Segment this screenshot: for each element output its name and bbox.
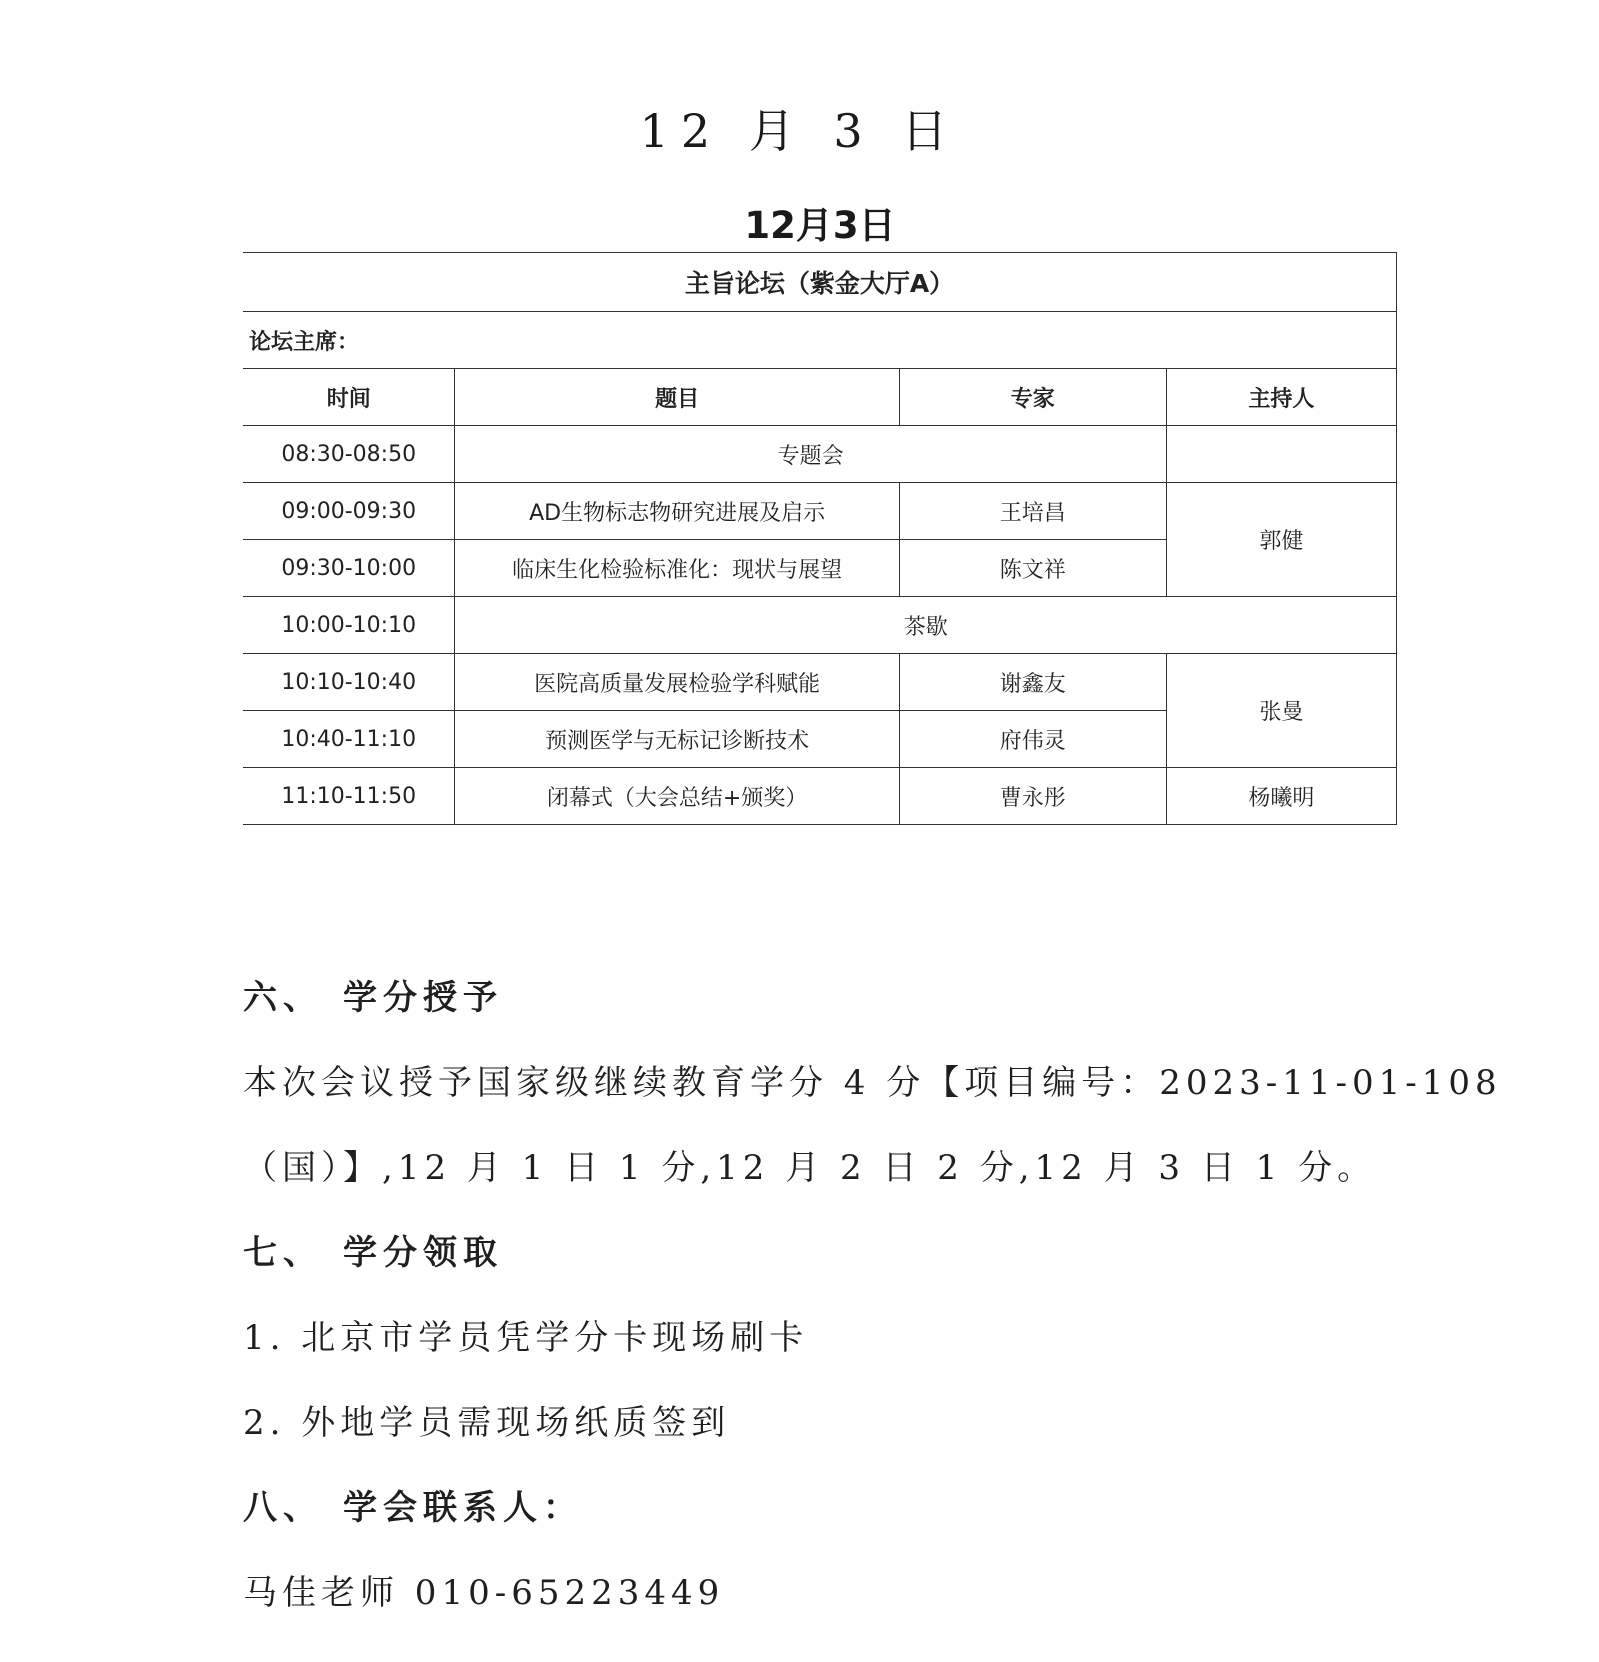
forum-title: 主旨论坛（紫金大厅A） [243, 253, 1397, 312]
table-header-row [243, 369, 1397, 426]
row-topic: 茶歇 [455, 597, 1397, 654]
section8-title: 学会联系人： [343, 1488, 583, 1528]
section8-number: 八、 [243, 1488, 323, 1528]
section6-line2: （国）】,12 月 1 日 1 分,12 月 2 日 2 分,12 月 3 日 1 分。 [243, 1148, 1377, 1188]
table-row [243, 654, 1397, 711]
row-expert: 王培昌 [899, 483, 1166, 540]
section7-heading [243, 1225, 503, 1274]
row-expert: 府伟灵 [899, 711, 1166, 768]
row-topic: 闭幕式（大会总结+颁奖） [455, 768, 899, 825]
table-row [243, 768, 1397, 825]
row-time: 10:10-10:40 [243, 654, 455, 711]
header-topic: 题目 [455, 369, 899, 426]
section8-contact: 马佳老师 010-65223449 [243, 1573, 725, 1613]
row-topic: 专题会 [455, 426, 1166, 483]
row-expert: 陈文祥 [899, 540, 1166, 597]
row-time: 10:40-11:10 [243, 711, 455, 768]
row-host: 郭健 [1166, 483, 1396, 597]
row-expert: 曹永彤 [899, 768, 1166, 825]
row-time: 10:00-10:10 [243, 597, 455, 654]
section6-number: 六、 [243, 978, 323, 1018]
header-expert: 专家 [899, 369, 1166, 426]
forum-chair-row [243, 312, 1397, 369]
section7-item2: 2. 外地学员需现场纸质签到 [243, 1403, 731, 1443]
table-row [243, 597, 1397, 654]
row-expert: 谢鑫友 [899, 654, 1166, 711]
row-time: 11:10-11:50 [243, 768, 455, 825]
header-time: 时间 [243, 369, 455, 426]
schedule-table [243, 252, 1397, 825]
section6-line1: 本次会议授予国家级继续教育学分 4 分【项目编号：2023-11-01-108 [243, 1063, 1502, 1103]
row-time: 09:00-09:30 [243, 483, 455, 540]
row-topic: AD生物标志物研究进展及启示 [455, 483, 899, 540]
table-title: 12月3日 [744, 204, 896, 247]
forum-chair-label: 论坛主席： [243, 312, 1397, 369]
row-topic: 预测医学与无标记诊断技术 [455, 711, 899, 768]
row-time: 09:30-10:00 [243, 540, 455, 597]
section7-number: 七、 [243, 1233, 323, 1273]
section7-item1: 1. 北京市学员凭学分卡现场刷卡 [243, 1318, 809, 1358]
section7-title: 学分领取 [343, 1233, 503, 1273]
section8-heading [243, 1480, 583, 1529]
table-row [243, 426, 1397, 483]
header-host: 主持人 [1166, 369, 1396, 426]
row-topic: 医院高质量发展检验学科赋能 [455, 654, 899, 711]
row-topic: 临床生化检验标准化：现状与展望 [455, 540, 899, 597]
section6-heading [243, 970, 503, 1019]
section6-title: 学分授予 [343, 978, 503, 1018]
row-host: 杨曦明 [1166, 768, 1396, 825]
page-title: 12 月 3 日 [639, 104, 960, 158]
row-time: 08:30-08:50 [243, 426, 455, 483]
row-host: 张曼 [1166, 654, 1396, 768]
row-host [1166, 426, 1396, 483]
forum-title-row [243, 253, 1397, 312]
table-row [243, 483, 1397, 540]
